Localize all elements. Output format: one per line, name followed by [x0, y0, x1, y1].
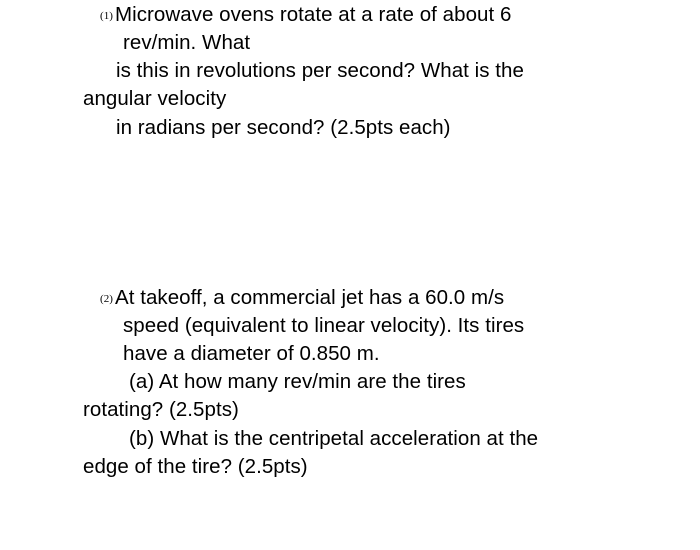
question-1-line-5: in radians per second? (2.5pts each): [116, 116, 451, 139]
question-2-line-5: rotating? (2.5pts): [83, 398, 239, 421]
question-1-line-3: is this in revolutions per second? What is the: [116, 59, 524, 82]
question-1-number: (1): [100, 10, 113, 22]
question-2-number: (2): [100, 293, 113, 305]
question-1-text-1: Microwave ovens rotate at a rate of about 6: [114, 3, 512, 26]
question-2-line-4: (a) At how many rev/min are the tires: [129, 370, 466, 393]
question-1-line-2: rev/min. What: [123, 31, 251, 54]
question-2-line-3: have a diameter of 0.850 m.: [123, 342, 380, 365]
question-2-line-1: [100, 286, 504, 311]
question-2-line-6: (b) What is the centripetal acceleration at the: [129, 427, 539, 450]
question-2-text-1: At takeoff, a commercial jet has a 60.0 m/s: [114, 286, 505, 309]
question-1-line-4: angular velocity: [83, 87, 227, 110]
question-2-line-7: edge of the tire? (2.5pts): [83, 455, 308, 478]
question-1-line-1: [100, 3, 511, 28]
question-2-line-2: speed (equivalent to linear velocity). Its tires: [123, 314, 525, 337]
